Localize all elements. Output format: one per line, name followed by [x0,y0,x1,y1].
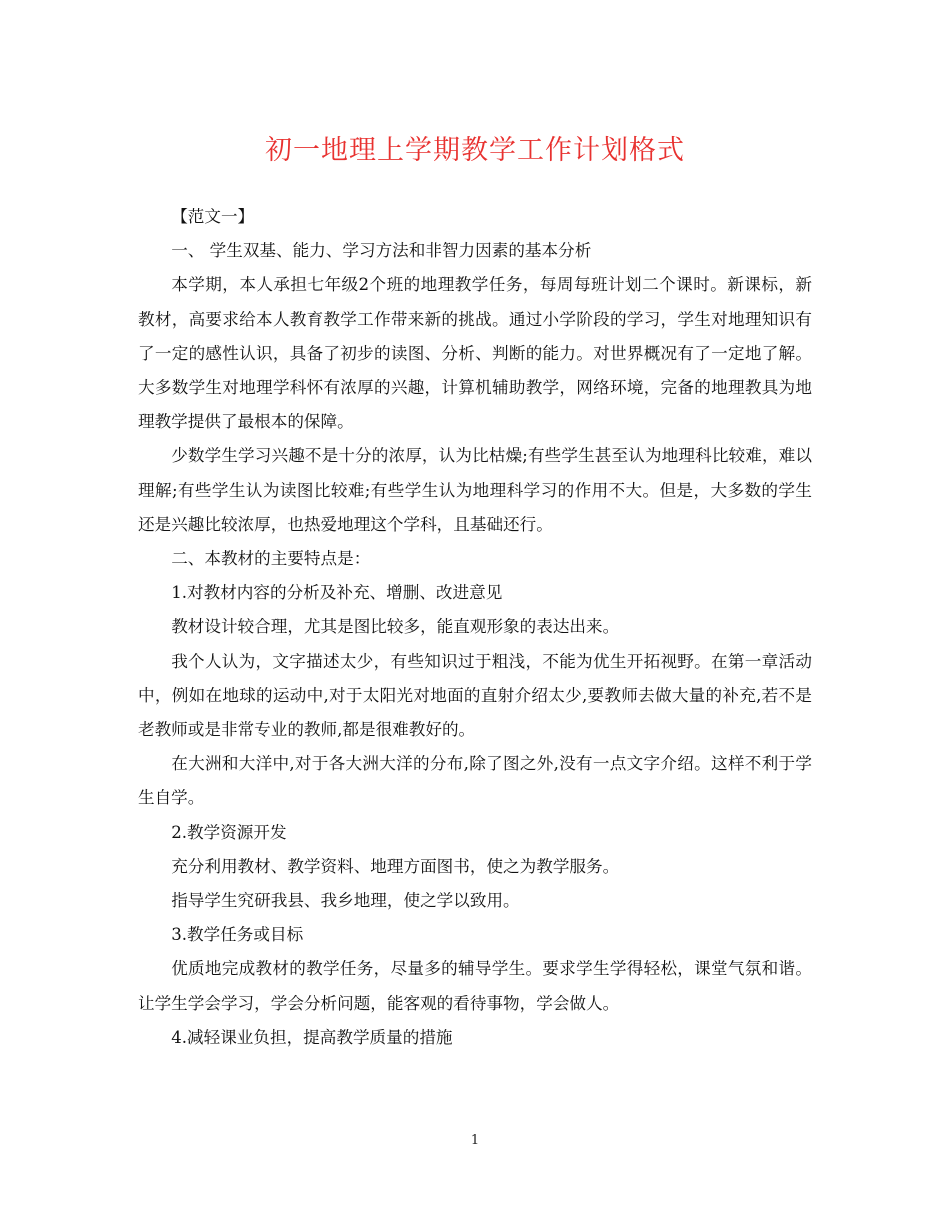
subsection-heading: 2.教学资源开发 [171,822,287,842]
body-paragraph: 本学期，本人承担七年级2个班的地理教学任务，每周每班计划二个课时。新课标，新教材，高要求给本人教育教学工作带来新的挑战。通过小学阶段的学习，学生对地理知识有了一定的感性认识，具备了初步的读图、分析、判断的能力。对世界概况有了一定地了解。大多数学生对地理学科怀有浓厚的兴趣，计算机辅助教学，网络环境，完备的地理教具为地理教学提供了最根本的保障。 [138,275,812,432]
body-paragraph: 指导学生究研我县、我乡地理，使之学以致用。 [171,891,520,911]
body-paragraph: 优质地完成教材的教学任务，尽量多的辅导学生。要求学生学得轻松，课堂气氛和谐。让学生学会学习，学会分析问题，能客观的看待事物，学会做人。 [138,959,812,1013]
body-paragraph: 我个人认为，文字描述太少，有些知识过于粗浅，不能为优生开拓视野。在第一章活动中，例如在地球的运动中,对于太阳光对地面的直射介绍太少,要教师去做大量的补充,若不是老教师或是非常专业的教师,都是很难教好的。 [138,651,812,740]
subsection-heading: 4.减轻课业负担，提高教学质量的措施 [171,1027,453,1047]
section-label: 【范文一】 [171,207,255,226]
section-heading: 一、 学生双基、能力、学习方法和非智力因素的基本分析 [171,241,592,261]
subsection-heading: 3.教学任务或目标 [171,925,304,945]
body-paragraph: 教材设计较合理，尤其是图比较多，能直观形象的表达出来。 [171,617,620,637]
page-number: 1 [470,1133,480,1148]
document-title: 初一地理上学期教学工作计划格式 [265,135,685,166]
document-body [138,200,812,1055]
subsection-heading: 1.对教材内容的分析及补充、增删、改进意见 [171,583,503,603]
section-heading: 二、本教材的主要特点是： [171,549,371,569]
body-paragraph: 在大洲和大洋中,对于各大洲大洋的分布,除了图之外,没有一点文字介绍。这样不利于学生自学。 [138,754,812,808]
body-paragraph: 充分利用教材、教学资料、地理方面图书，使之为教学服务。 [171,856,620,876]
body-paragraph: 少数学生学习兴趣不是十分的浓厚，认为比枯燥;有些学生甚至认为地理科比较难，难以理解;有些学生认为读图比较难;有些学生认为地理科学习的作用不大。但是，大多数的学生还是兴趣比较浓厚，也热爱地理这个学科，且基础还行。 [138,446,812,534]
